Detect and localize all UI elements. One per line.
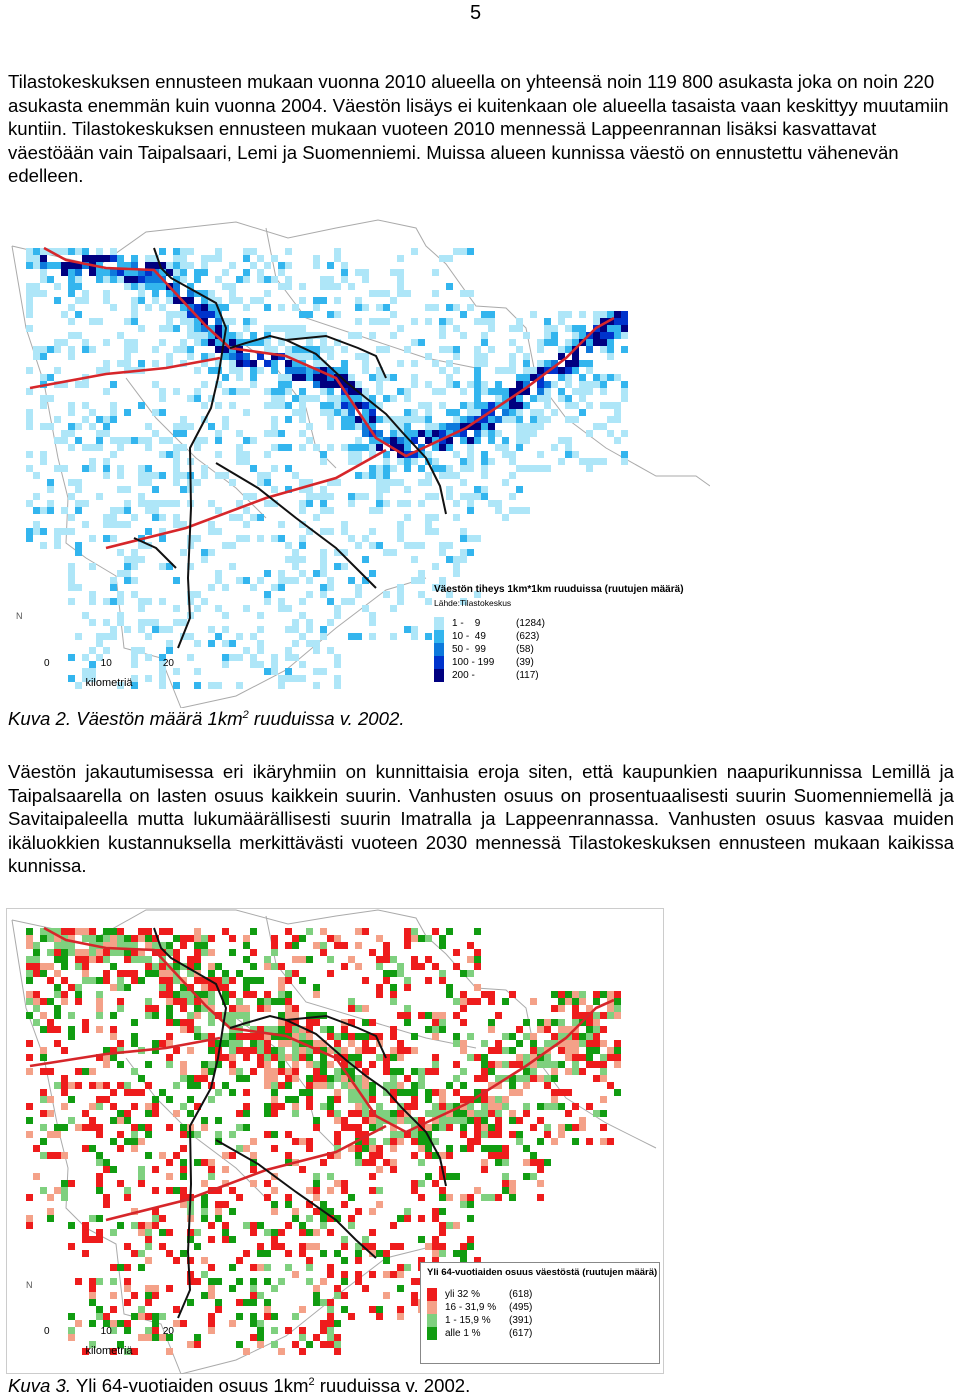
scale-unit: kilometriä xyxy=(85,1345,133,1357)
legend-item xyxy=(434,617,684,630)
legend-swatch xyxy=(434,669,444,682)
legend-count: (39) xyxy=(516,657,534,668)
legend-count: (117) xyxy=(516,670,539,681)
legend-swatch xyxy=(434,617,444,630)
legend-item xyxy=(434,669,684,682)
elderly-legend xyxy=(420,1262,660,1364)
north-arrow: N xyxy=(16,611,23,621)
legend-title: Väestön tiheys 1km*1km ruuduissa (ruutujen määrä) xyxy=(434,584,684,595)
legend-swatch xyxy=(427,1314,437,1327)
scale-tick: 10 xyxy=(100,658,112,669)
density-legend xyxy=(434,584,684,682)
intro-paragraph: Tilastokeskuksen ennusteen mukaan vuonna 2010 alueella on yhteensä noin 119 800 asukasta joka on noin 220 asukasta enemmän kuin vuonna 2004. Väestön lisäys ei kuitenkaan ole alueella tasaista vaan keskittyy muutamiin kuntiin. Tilastokeskuksen ennusteen mukaan vuoteen 2010 mennessä Lappeenrannan lisäksi kasvattavat väestöään vain Taipalsaari, Lemi ja Suomenniemi. Muissa alueen kunnissa väestö on ennustettu vähenevän edelleen. xyxy=(8,71,949,186)
legend-count: (495) xyxy=(509,1302,533,1313)
legend-swatch xyxy=(427,1301,437,1314)
page-number: 5 xyxy=(470,2,482,24)
legend-source: Lähde:Tilastokeskus xyxy=(434,598,512,608)
legend-range: 1 - 9 xyxy=(452,618,481,629)
scale-tick: 20 xyxy=(162,1326,174,1337)
legend-range: 200 - xyxy=(452,670,475,681)
legend-range: 16 - 31,9 % xyxy=(445,1302,497,1313)
legend-item xyxy=(434,630,684,643)
north-arrow: N xyxy=(26,1280,33,1290)
legend-range: 1 - 15,9 % xyxy=(445,1315,491,1326)
figure-caption: Kuva 2. Väestön määrä $1km^2$ ruuduissa v. 2002. xyxy=(8,708,405,729)
legend-range: 100 - 199 xyxy=(452,657,495,668)
legend-item xyxy=(434,643,684,656)
legend-item xyxy=(427,1327,655,1340)
legend-swatch xyxy=(434,643,444,656)
legend-swatch xyxy=(434,630,444,643)
figure-caption: Kuva 3. Yli 64-vuotiaiden osuus $1km^2$ ruuduissa v. 2002. xyxy=(8,1375,471,1396)
legend-item xyxy=(427,1288,655,1301)
legend-swatch xyxy=(434,656,444,669)
legend-count: (58) xyxy=(516,644,534,655)
legend-range: 10 - 49 xyxy=(452,631,486,642)
legend-item xyxy=(434,656,684,669)
legend-count: (1284) xyxy=(516,618,545,629)
scale-unit: kilometriä xyxy=(85,677,133,689)
legend-count: (617) xyxy=(509,1328,533,1339)
legend-count: (618) xyxy=(509,1289,533,1300)
body-paragraph: Väestön jakautumisessa eri ikäryhmiin on kunnittaisia eroja siten, että kaupunkien naapurikunnissa Lemillä ja Taipalsaarella on lasten osuus kaikkein suurin. Vanhusten osuus on prosentuaalisesti suurin Suomenniemellä ja Savitaipaleella mutta lukumäärällisesti suurin Imatralla ja Lappeenrannassa. Vanhusten osuus kasvaa muiden ikäluokkien kustannuksella merkittävästi vuoteen 2030 mennessä Tilastokeskuksen ennusteen mukaan kaikissa kunnissa. xyxy=(8,761,954,876)
legend-item xyxy=(427,1314,655,1327)
scale-tick: 0 xyxy=(44,1326,50,1337)
legend-swatch xyxy=(427,1288,437,1301)
legend-swatch xyxy=(427,1327,437,1340)
legend-range: yli 32 % xyxy=(445,1289,481,1300)
legend-item xyxy=(427,1301,655,1314)
legend-title: Yli 64-vuotiaiden osuus väestöstä (ruutujen määrä) xyxy=(427,1267,658,1278)
scale-tick: 0 xyxy=(44,658,50,669)
scale-bar xyxy=(44,1326,174,1357)
scale-tick: 10 xyxy=(100,1326,112,1337)
legend-range: 50 - 99 xyxy=(452,644,486,655)
legend-count: (623) xyxy=(516,631,540,642)
scale-bar xyxy=(44,658,174,689)
scale-tick: 20 xyxy=(162,658,174,669)
legend-range: alle 1 % xyxy=(445,1328,481,1339)
legend-count: (391) xyxy=(509,1315,533,1326)
